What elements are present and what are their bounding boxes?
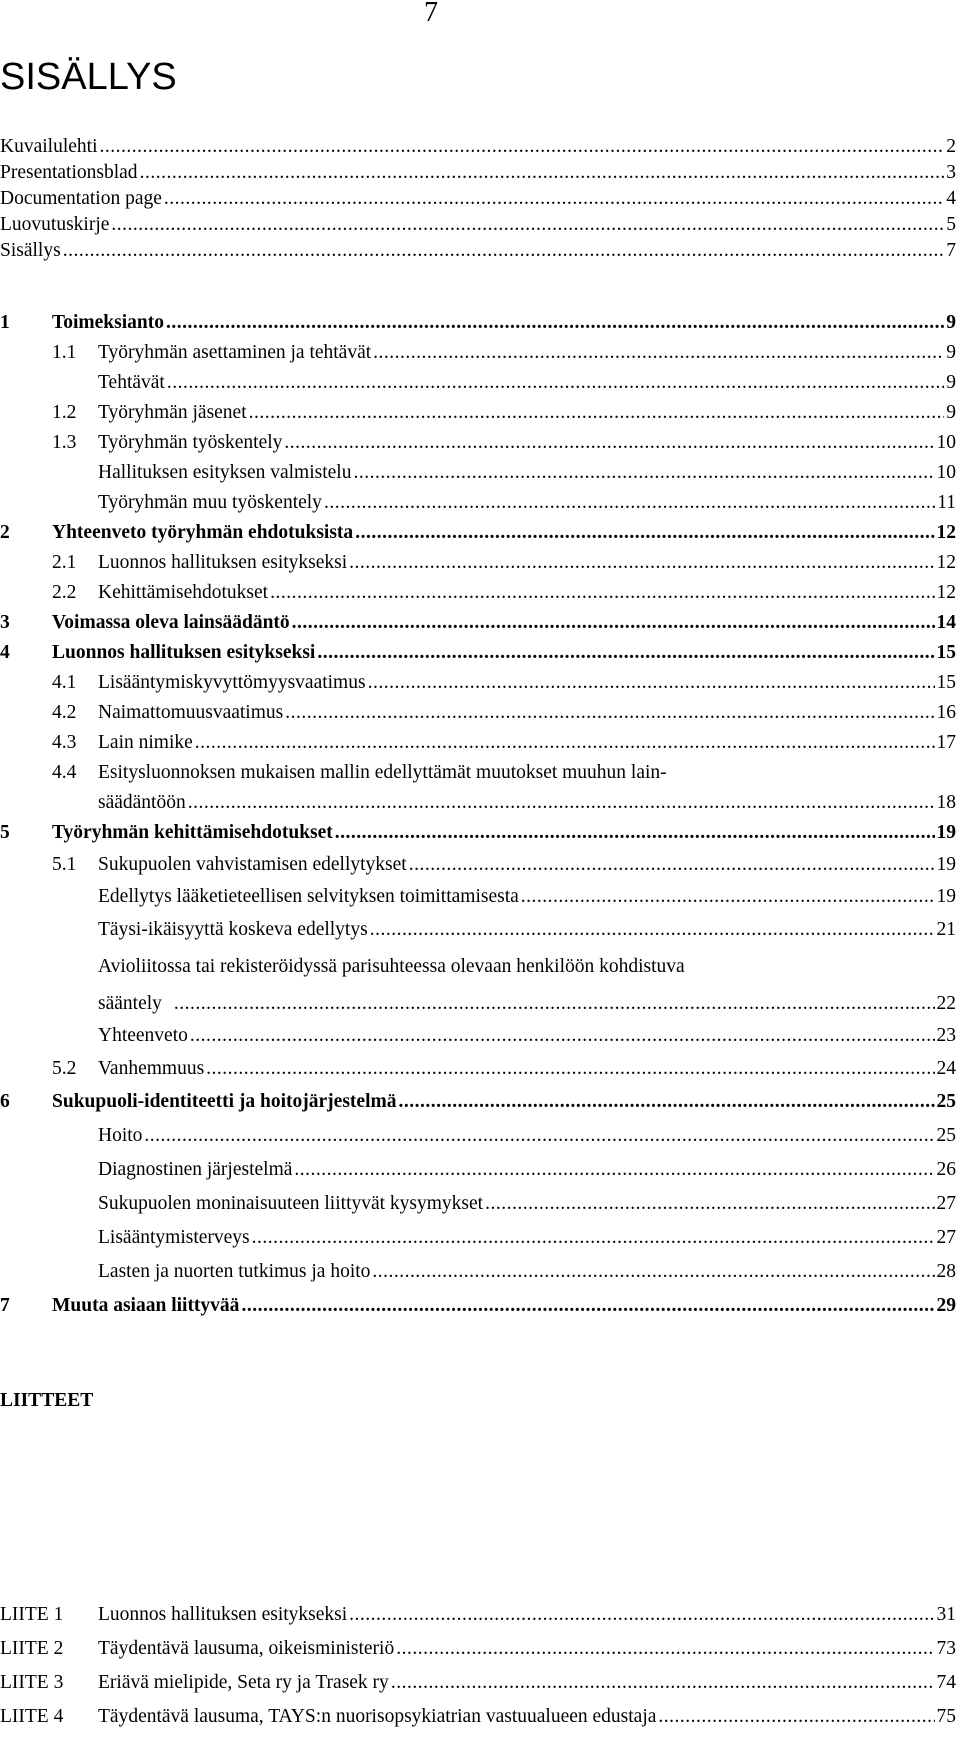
toc-entry-label: Diagnostinen järjestelmä [98, 1159, 293, 1180]
toc-entry[interactable] [0, 1155, 960, 1185]
toc-entry-number: 3 [0, 612, 10, 633]
toc-leader-dots [349, 548, 934, 578]
toc-leader-dots [396, 1634, 934, 1664]
toc-entry-label-line1[interactable]: Avioliitossa tai rekisteröidyssä parisuhteessa olevaan henkilöön kohdistuva [98, 956, 685, 977]
toc-entry[interactable] [0, 698, 960, 728]
toc-entry-label: Edellytys lääketieteellisen selvityksen toimittamisesta [98, 886, 519, 907]
toc-entry-body [98, 698, 956, 728]
toc-entry-label: Kehittämisehdotukset [98, 582, 269, 603]
toc-entry-number: 5 [0, 822, 10, 843]
toc-entry-label: Lasten ja nuorten tutkimus ja hoito [98, 1261, 371, 1282]
toc-entry-page: 10 [936, 432, 956, 453]
toc-entry-number: 4.2 [52, 702, 77, 723]
toc-entry-body [98, 850, 956, 880]
toc-leader-dots [355, 518, 934, 548]
toc-entry[interactable] [0, 608, 960, 638]
toc-entry-page: 26 [936, 1159, 956, 1180]
toc-entry-page: 22 [936, 993, 956, 1014]
toc-entry-label: Luonnos hallituksen esitykseksi [52, 642, 316, 663]
toc-entry-label: Yhteenveto [98, 1025, 188, 1046]
toc-entry-page: 15 [936, 642, 956, 663]
toc-entry-number: 4.1 [52, 672, 77, 693]
appendix-page: 73 [936, 1638, 956, 1659]
toc-entry-page: 23 [936, 1025, 956, 1046]
toc-entry-number: 2 [0, 522, 10, 543]
toc-entry-page: 9 [946, 402, 956, 423]
toc-entry-body [52, 818, 956, 848]
toc-entry-label: Toimeksianto [52, 312, 164, 333]
appendices-heading: LIITTEET [0, 1390, 94, 1411]
toc-entry-body [98, 1054, 956, 1084]
appendix-label: Täydentävä lausuma, TAYS:n nuorisopsykiatrian vastuualueen edustaja [98, 1706, 657, 1727]
toc-leader-dots [188, 788, 935, 818]
toc-entry-page: 12 [936, 552, 956, 573]
toc-entry[interactable] [0, 458, 960, 488]
toc-entry-body [98, 1257, 956, 1287]
toc-entry[interactable] [0, 1291, 960, 1321]
toc-leader-dots [249, 398, 945, 428]
toc-entry-page: 10 [936, 462, 956, 483]
toc-entry[interactable] [0, 1257, 960, 1287]
toc-entry-label: Voimassa oleva lainsäädäntö [52, 612, 290, 633]
toc-entry-page: 28 [936, 1261, 956, 1282]
toc-entry-page: 9 [946, 372, 956, 393]
toc-entry-label: Luonnos hallituksen esitykseksi [98, 552, 348, 573]
toc-entry-label: Lisääntymisterveys [98, 1227, 250, 1248]
toc-entry-body [98, 458, 956, 488]
toc-leader-dots [63, 236, 945, 266]
toc-entry-body [98, 488, 956, 518]
toc-entry-body [98, 1155, 956, 1185]
toc-entry-page: 15 [936, 672, 956, 693]
toc-entry-page: 25 [936, 1125, 956, 1146]
toc-entry-body [98, 548, 956, 578]
toc-entry-body [98, 989, 956, 1019]
toc-leader-dots [195, 728, 935, 758]
toc-entry[interactable] [0, 398, 960, 428]
toc-leader-dots [368, 668, 935, 698]
toc-entry[interactable] [0, 989, 960, 1019]
toc-entry-body [98, 882, 956, 912]
toc-entry-page: 3 [946, 162, 956, 183]
toc-entry-label: Kuvailulehti [0, 136, 98, 157]
appendix-entry[interactable] [0, 1600, 960, 1630]
toc-entry-page: 14 [936, 612, 956, 633]
appendix-number: LIITE 3 [0, 1672, 64, 1693]
toc-entry-label: Työryhmän kehittämisehdotukset [52, 822, 333, 843]
toc-entry-body [52, 1087, 956, 1117]
toc-entry-page: 27 [936, 1227, 956, 1248]
toc-leader-dots [270, 578, 934, 608]
toc-entry-page: 27 [936, 1193, 956, 1214]
toc-leader-dots [284, 428, 934, 458]
appendix-label: Eriävä mielipide, Seta ry ja Trasek ry [98, 1672, 389, 1693]
toc-leader-dots [166, 308, 944, 338]
toc-entry-number: 1 [0, 312, 10, 333]
toc-entry-page: 12 [936, 522, 956, 543]
toc-entry[interactable] [0, 1223, 960, 1253]
toc-entry-number: 1.1 [52, 342, 77, 363]
toc-leader-dots [292, 608, 935, 638]
appendix-entry-body [98, 1668, 956, 1698]
toc-entry-body [98, 915, 956, 945]
toc-entry-number: 5.2 [52, 1058, 77, 1079]
toc-entry-page: 5 [946, 214, 956, 235]
toc-leader-dots [174, 989, 935, 1019]
toc-entry[interactable] [0, 578, 960, 608]
toc-entry-page: 24 [936, 1058, 956, 1079]
toc-entry[interactable] [0, 1087, 960, 1117]
toc-entry-number: 2.1 [52, 552, 77, 573]
toc-entry[interactable] [0, 1054, 960, 1084]
toc-entry[interactable] [0, 428, 960, 458]
toc-entry-page: 19 [936, 886, 956, 907]
toc-entry-body [98, 578, 956, 608]
toc-entry-label: Hoito [98, 1125, 143, 1146]
toc-entry-body [98, 728, 956, 758]
toc-entry-number: 4 [0, 642, 10, 663]
toc-entry[interactable] [0, 368, 960, 398]
toc-entry-label: sääntely [98, 993, 162, 1014]
toc-entry-body [98, 368, 956, 398]
page-title: SISÄLLYS [0, 56, 177, 98]
toc-entry[interactable] [0, 1121, 960, 1151]
toc-leader-dots [521, 882, 935, 912]
toc-entry-body [98, 1189, 956, 1219]
toc-entry-body [52, 608, 956, 638]
appendix-entry[interactable] [0, 1702, 960, 1732]
toc-entry[interactable] [0, 788, 960, 818]
toc-entry-label: Tehtävät [98, 372, 165, 393]
toc-entry-page: 4 [946, 188, 956, 209]
toc-entry-label: säädäntöön [98, 792, 186, 813]
toc-entry-number: 2.2 [52, 582, 77, 603]
toc-entry[interactable] [0, 1189, 960, 1219]
toc-entry-body [0, 236, 956, 266]
toc-entry[interactable] [0, 548, 960, 578]
toc-leader-dots [485, 1189, 934, 1219]
toc-entry[interactable] [0, 818, 960, 848]
toc-entry-page: 18 [936, 792, 956, 813]
toc-entry[interactable] [0, 882, 960, 912]
appendix-entry-body [98, 1600, 956, 1630]
page-number: 7 [424, 0, 438, 28]
toc-entry-label: Sukupuolen vahvistamisen edellytykset [98, 854, 407, 875]
toc-entry-body [98, 668, 956, 698]
toc-leader-dots [252, 1223, 935, 1253]
toc-entry-label: Yhteenveto työryhmän ehdotuksista [52, 522, 354, 543]
toc-entry-body [98, 428, 956, 458]
toc-leader-dots [372, 1257, 934, 1287]
toc-entry-page: 2 [946, 136, 956, 157]
toc-entry-label: Sisällys [0, 240, 61, 261]
toc-entry-page: 7 [946, 240, 956, 261]
toc-leader-dots [206, 1054, 934, 1084]
toc-entry-number: 1.2 [52, 402, 77, 423]
toc-entry-number: 1.3 [52, 432, 77, 453]
toc-entry-label: Muuta asiaan liittyvää [52, 1295, 240, 1316]
toc-entry-label: Työryhmän asettaminen ja tehtävät [98, 342, 372, 363]
appendix-page: 74 [936, 1672, 956, 1693]
toc-entry-page: 17 [936, 732, 956, 753]
toc-entry[interactable] [0, 236, 960, 266]
toc-entry-label: Työryhmän muu työskentely [98, 492, 322, 513]
toc-entry[interactable] [0, 915, 960, 945]
toc-entry-body [52, 518, 956, 548]
toc-entry-number: 7 [0, 1295, 10, 1316]
toc-entry[interactable] [0, 638, 960, 668]
toc-entry[interactable] [0, 338, 960, 368]
toc-entry-page: 11 [937, 492, 956, 513]
toc-leader-dots [409, 850, 935, 880]
toc-entry-label: Lain nimike [98, 732, 193, 753]
toc-leader-dots [317, 638, 934, 668]
toc-entry-label: Documentation page [0, 188, 162, 209]
toc-entry-label: Työryhmän jäsenet [98, 402, 247, 423]
toc-leader-dots [373, 338, 944, 368]
appendix-label: Täydentävä lausuma, oikeisministeriö [98, 1638, 395, 1659]
toc-leader-dots [324, 488, 935, 518]
toc-leader-dots [294, 1155, 934, 1185]
toc-entry-body [98, 338, 956, 368]
toc-entry-page: 29 [936, 1295, 956, 1316]
toc-entry[interactable] [0, 308, 960, 338]
toc-entry-number: 5.1 [52, 854, 77, 875]
toc-leader-dots [144, 1121, 934, 1151]
toc-entry-label: Lisääntymiskyvyttömyysvaatimus [98, 672, 366, 693]
toc-entry-page: 19 [936, 854, 956, 875]
toc-leader-dots [398, 1087, 934, 1117]
toc-entry-body [98, 1021, 956, 1051]
toc-entry[interactable] [0, 518, 960, 548]
toc-leader-dots [241, 1291, 934, 1321]
toc-leader-dots [353, 458, 934, 488]
toc-entry-label: Hallituksen esityksen valmistelu [98, 462, 352, 483]
toc-leader-dots [167, 368, 944, 398]
toc-entry-number: 6 [0, 1091, 10, 1112]
toc-leader-dots [349, 1600, 934, 1630]
toc-entry-page: 12 [936, 582, 956, 603]
toc-entry-label: Sukupuolen moninaisuuteen liittyvät kysymykset [98, 1193, 484, 1214]
appendix-page: 31 [936, 1604, 956, 1625]
toc-entry-page: 19 [936, 822, 956, 843]
toc-entry-body [98, 788, 956, 818]
toc-entry-label: Työryhmän työskentely [98, 432, 283, 453]
toc-leader-dots [190, 1021, 935, 1051]
toc-leader-dots [391, 1668, 935, 1698]
appendix-entry[interactable] [0, 1668, 960, 1698]
toc-entry-label-line1[interactable]: Esitysluonnoksen mukaisen mallin edellyttämät muutokset muuhun lain- [98, 762, 667, 783]
toc-leader-dots [370, 915, 935, 945]
appendix-entry-body [98, 1634, 956, 1664]
toc-entry-body [98, 398, 956, 428]
toc-leader-dots [285, 698, 934, 728]
appendix-entry-body [98, 1702, 956, 1732]
toc-entry-number: 4.3 [52, 732, 77, 753]
appendix-entry[interactable] [0, 1634, 960, 1664]
toc-entry-body [98, 1121, 956, 1151]
toc-entry-page: 16 [936, 702, 956, 723]
toc-entry-page: 9 [946, 312, 956, 333]
toc-entry-body [52, 638, 956, 668]
appendix-page: 75 [936, 1706, 956, 1727]
toc-entry-body [52, 1291, 956, 1321]
toc-entry-page: 9 [946, 342, 956, 363]
toc-leader-dots [658, 1702, 934, 1732]
toc-entry-number: 4.4 [52, 762, 77, 783]
toc-entry-label: Luovutuskirje [0, 214, 110, 235]
appendix-label: Luonnos hallituksen esitykseksi [98, 1604, 348, 1625]
toc-entry[interactable] [0, 850, 960, 880]
toc-entry[interactable] [0, 728, 960, 758]
toc-entry-label: Vanhemmuus [98, 1058, 205, 1079]
toc-leader-dots [335, 818, 935, 848]
toc-entry-body [98, 1223, 956, 1253]
toc-entry[interactable] [0, 1021, 960, 1051]
toc-entry-label: Naimattomuusvaatimus [98, 702, 284, 723]
toc-entry-label: Sukupuoli-identiteetti ja hoitojärjestelmä [52, 1091, 397, 1112]
toc-entry[interactable] [0, 668, 960, 698]
toc-entry-page: 25 [936, 1091, 956, 1112]
appendix-number: LIITE 4 [0, 1706, 64, 1727]
appendix-number: LIITE 2 [0, 1638, 64, 1659]
toc-entry[interactable] [0, 488, 960, 518]
toc-entry-label: Täysi-ikäisyyttä koskeva edellytys [98, 919, 368, 940]
appendix-number: LIITE 1 [0, 1604, 64, 1625]
toc-entry-label: Presentationsblad [0, 162, 138, 183]
toc-entry-body [52, 308, 956, 338]
toc-entry-page: 21 [936, 919, 956, 940]
